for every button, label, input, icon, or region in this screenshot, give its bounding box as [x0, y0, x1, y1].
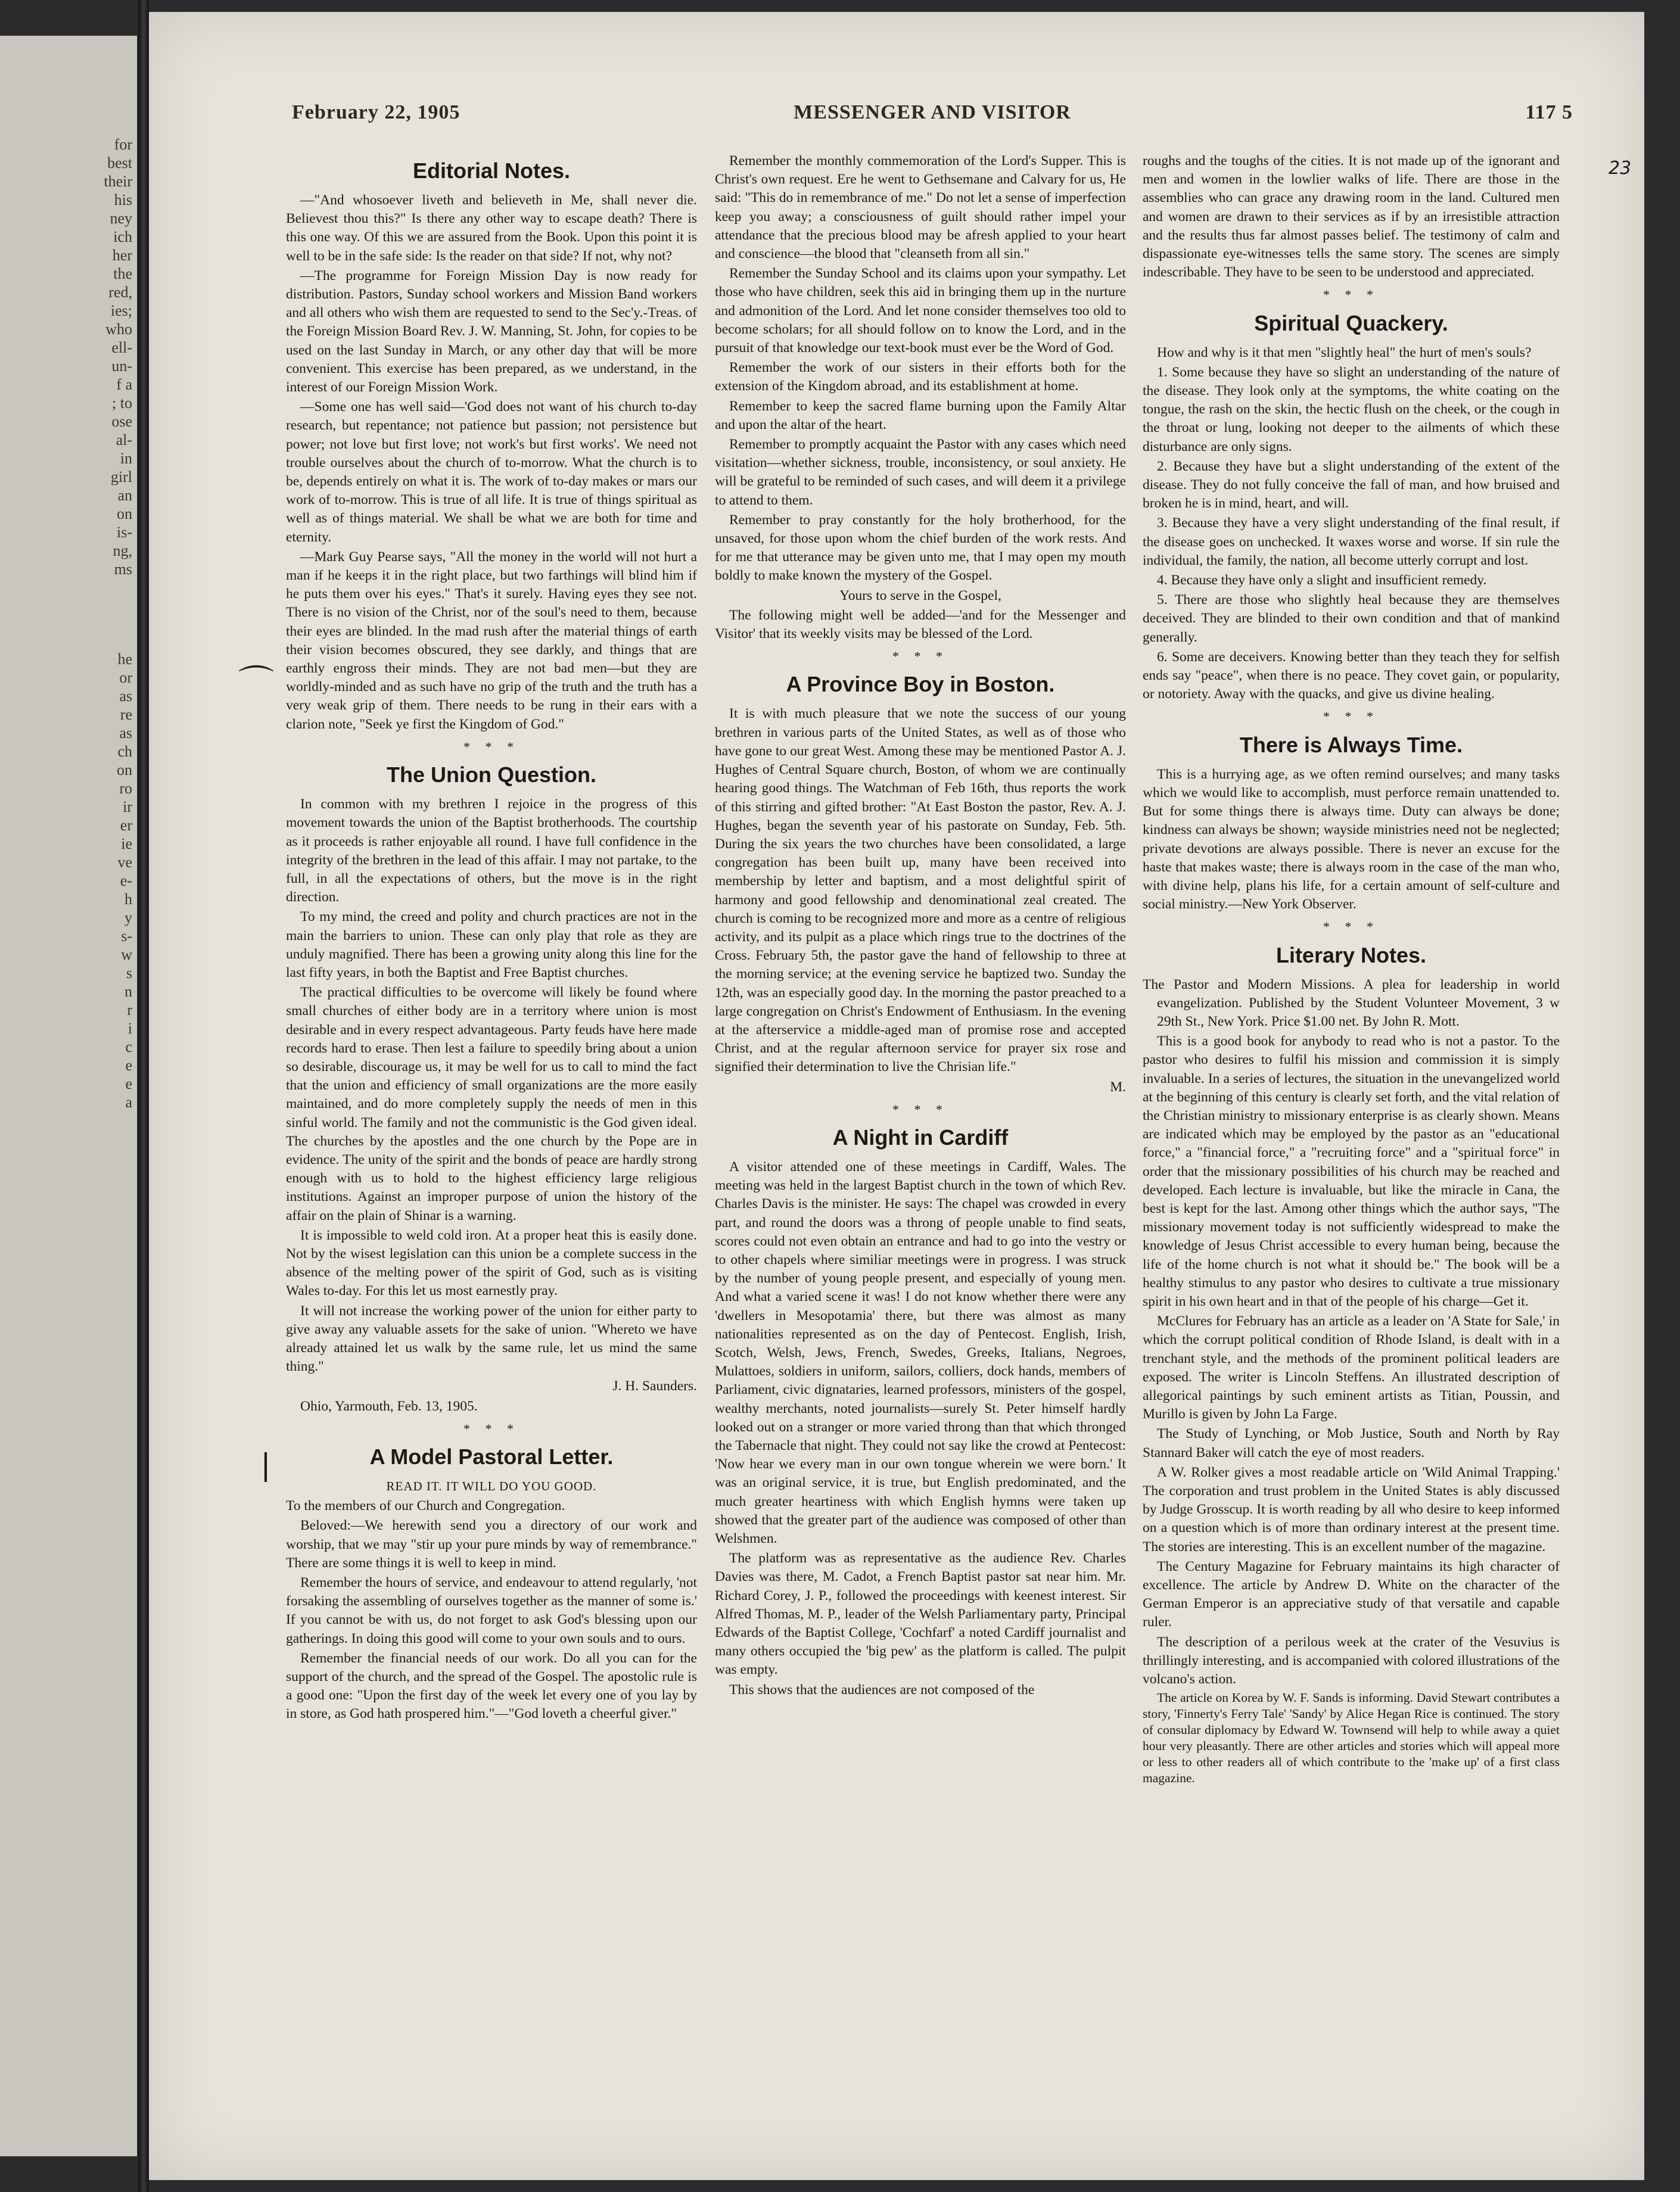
prev-page-fragment: w — [121, 946, 132, 963]
literary-paragraph: A W. Rolker gives a most readable article on 'Wild Animal Trapping.' The corporation and trust problem in the United States is ably discussed by Judge Grosscup. It is worth reading by all who desire to keep informed on a question which is of more than ordinary interest at the present time. The stories are interesting. This is an excellent number of the magazine. — [1143, 1464, 1560, 1555]
prev-page-fragment: ; to — [112, 394, 132, 412]
literary-paragraph: The Study of Lynching, or Mob Justice, South and North by Ray Stannard Baker will catch the eye of most readers. — [1143, 1426, 1560, 1461]
cardiff-paragraph: This shows that the audiences are not composed of the — [729, 1682, 1035, 1698]
pastoral-note: The following might well be added—'and for the Messenger and Visitor' that its weekly visits may be blessed of the Lord. — [715, 607, 1126, 642]
union-place-date: Ohio, Yarmouth, Feb. 13, 1905. — [300, 1398, 478, 1414]
prev-page-fragment: s — [126, 964, 132, 982]
prev-page-fragment: is- — [117, 524, 132, 541]
prev-page-fragment: r — [127, 1001, 132, 1019]
quackery-title: Spiritual Quackery. — [1254, 310, 1448, 335]
prev-page-fragment: her — [112, 247, 132, 264]
editorial-paragraph: —The programme for Foreign Mission Day is now ready for distribution. Pastors, Sunday school workers and Mission Band workers and all others who wish them are requested to send to the Sec'y.-Treas. of the Foreign Mission Board Rev. J. W. Manning, St. John, for copies to be used on the last Sunday in March, or any other day that will be more convenient. This exercise has been prepared, as we understand, in the interest of our Foreign Mission Work. — [286, 267, 697, 396]
prev-page-fragment: as — [119, 687, 132, 705]
margin-note: 23 — [1609, 158, 1632, 179]
union-paragraph: To my mind, the creed and polity and church practices are not in the main the barriers to union. These can only play that role as they are unduly magnified. There has been a growing unity along this line for the last fifty years, in both the Baptist and Free Baptist churches. — [286, 909, 697, 980]
literary-paragraph: The description of a perilous week at the crater of the Vesuvius is thrillingly interesting, and is accompanied with colored illustrations of the volcano's action. — [1143, 1634, 1560, 1687]
pastoral-paragraph: Remember the Sunday School and its claims upon your sympathy. Let those who have children, seek this aid in bringing them up in the nurture and admonition of the Lord. And let none consider themselves too old to become scholars; for all should follow on to know the Lord, and in the pursuit of that knowledge our text-book must ever be the Word of God. — [715, 266, 1126, 356]
boston-signature: M. — [1110, 1079, 1126, 1095]
cardiff-paragraph: The platform was as representative as the audience Rev. Charles Davies was there, M. Cadot, a French Baptist pastor sat near him. Mr. Richard Corey, J. P., followed the proceedings with keenest interest. Sir Alfred Thomas, M. P., leader of the Welsh Parliamentary party, Principal Edwards of the Baptist College, 'Cochfarf' a noted Cardiff journalist and many others occupied the 'big pew' as the platform is called. The pulpit was empty. — [715, 1550, 1126, 1678]
prev-page-fragment: ms — [114, 561, 132, 578]
always-time-paragraph: This is a hurrying age, as we often remind ourselves; and many tasks which we would like to accomplish, must perforce remain unattended to. But for some things there is always time. Duty can always be done; kindness can always be shown; wayside ministries need not be neglected; private devotions are always possible. There is never an excuse for the haste that makes waste; there is always room in the case of the man who, with divine help, plans his life, for a certain amount of self-culture and social ministry.—New York Observer. — [1143, 766, 1560, 913]
prev-page-fragment: ie — [121, 835, 132, 852]
prev-page-fragment: ose — [111, 413, 132, 430]
prev-page-fragment: girl — [110, 468, 132, 485]
union-paragraph: It will not increase the working power of the union for either party to give away any valuable assets for the sake of union. "Whereto we have already attained let us walk by the same rule, let us mind the same thing." — [286, 1303, 697, 1375]
prev-page-fragment: a — [125, 1094, 132, 1111]
prev-page-fragment: h — [125, 890, 132, 908]
section-divider-stars: * * * — [1323, 709, 1379, 724]
publication-title: MESSENGER AND VISITOR — [794, 101, 1071, 123]
previous-page-edge — [0, 36, 137, 2156]
prev-page-fragment: as — [119, 724, 132, 742]
always-time-title: There is Always Time. — [1239, 732, 1463, 757]
literary-paragraph: The Century Magazine for February maintains its high character of excellence. The article by Andrew D. White on the character of the German Emperor is an appreciative study of that versatile and capable ruler. — [1143, 1558, 1560, 1630]
prev-page-fragment: an — [117, 487, 132, 504]
literary-paragraph: McClures for February has an article as a leader on 'A State for Sale,' in which the corrupt political condition of Rhode Island, is dealt with in a trenchant style, and the methods of the prominent political leaders are exposed. The writer is Lincoln Steffens. An illustrated description of allegorical paintings by such eminent artists as Titian, Poussin, and Murillo is given by John La Farge. — [1143, 1313, 1560, 1422]
prev-page-fragment: the — [113, 265, 132, 282]
pastoral-paragraph: Remember the financial needs of our work. Do all you can for the support of the church, and the spread of the Gospel. The apostolic rule is a good one: "Upon the first day of the week let every one of you lay by in store, as God hath prospered him."—"God loveth a cheerful giver." — [286, 1650, 697, 1722]
section-divider-stars: * * * — [1323, 287, 1379, 303]
literary-notes-title: Literary Notes. — [1275, 942, 1427, 967]
issue-date: February 22, 1905 — [292, 101, 461, 123]
pencil-mark-icon: ❘ — [253, 1447, 278, 1482]
section-divider-stars: * * * — [1323, 919, 1379, 935]
quackery-item: 2. Because they have but a slight understanding of the extent of the disease. They do not fully conceive the fall of man, and how bruised and broken he is in mind, heart, and will. — [1143, 458, 1560, 512]
pastoral-paragraph: Beloved:—We herewith send you a directory of our work and worship, that we may "stir up your pure minds by way of remembrance." There are some things it is well to keep in mind. — [286, 1518, 697, 1571]
pastoral-letter-subtitle: READ IT. IT WILL DO YOU GOOD. — [386, 1479, 597, 1493]
book-spine — [138, 0, 149, 2192]
prev-page-fragment: ro — [119, 780, 132, 797]
prev-page-fragment: f a — [116, 376, 132, 393]
prev-page-fragment: e — [125, 1075, 132, 1092]
prev-page-fragment: red, — [108, 284, 132, 301]
boston-title: A Province Boy in Boston. — [786, 672, 1055, 697]
prev-page-fragment: er — [120, 817, 132, 834]
prev-page-fragment: on — [117, 761, 132, 779]
prev-page-fragment: s- — [121, 927, 132, 945]
section-divider-stars: * * * — [892, 1101, 948, 1117]
union-paragraph: It is impossible to weld cold iron. At a proper heat this is easily done. Not by the wisest legislation can this union be a complete success in the absence of the melting power of the spirit of God, such as is visiting Wales to-day. For this let us most earnestly pray. — [286, 1227, 697, 1299]
pastoral-paragraph: Remember to keep the sacred flame burning upon the Family Altar and upon the altar of the heart. — [715, 398, 1126, 432]
section-divider-stars: * * * — [463, 1421, 519, 1436]
column-1 — [286, 152, 697, 2061]
prev-page-fragment: their — [104, 173, 132, 190]
quackery-item: 6. Some are deceivers. Knowing better than they teach they for selfish ends say "peace", when there is no peace. They covet gain, or popularity, or notoriety. Away with the quacks, and give us divine healing. — [1143, 649, 1560, 702]
column-3 — [1143, 152, 1560, 2061]
literary-paragraph: The article on Korea by W. F. Sands is informing. David Stewart contributes a story, 'Finnerty's Ferry Tale' 'Sandy' by Alice Hegan Rice is continued. The story of consular diplomacy by Edward W. Townsend will help to while away a quiet hour very pleasantly. There are other articles and stories which will appeal more or less to other readers all of which contribute to the 'make up' of a first class magazine. — [1143, 1690, 1560, 1786]
prev-page-fragment: c — [125, 1038, 132, 1055]
cardiff-continued: roughs and the toughs of the cities. It is not made up of the ignorant and men and women in the lowlier walks of life. There are those in the assemblies who can grace any drawing room in the land. Cultured men and women are drawn to their services as if by an irresistible attraction and the results thus far almost passes belief. The testimony of calm and dispassionate eye-witnesses tells the same story. The scenes are simply indescribable. They have to be seen to be understood and appreciated. — [1143, 153, 1560, 281]
column-2 — [715, 152, 1126, 2061]
prev-page-fragment: ve — [117, 854, 132, 871]
union-paragraph: In common with my brethren I rejoice in the progress of this movement towards the union of the Baptist brotherhoods. The courtship as it proceeds is rather enjoyable all round. I have full confidence in the integrity of the brethren in the lead of this affair. I may not partake, to the full, in all the expectations of others, but the move is in the right direction. — [286, 796, 697, 905]
prev-page-fragment: e — [125, 1057, 132, 1074]
pastoral-paragraph: Remember the work of our sisters in their efforts both for the extension of the Kingdom abroad, and its establishment at home. — [715, 360, 1126, 394]
pastoral-closing: Yours to serve in the Gospel, — [839, 587, 1001, 603]
prev-page-fragment: he — [117, 650, 132, 668]
section-divider-stars: * * * — [892, 649, 948, 664]
prev-page-fragment: un- — [111, 357, 132, 375]
boston-paragraph: It is with much pleasure that we note the success of our young brethren in various parts of the United States, as well as of those who have gone to our great West. Among these may be mentioned Pastor A. J. Hughes of Central Square church, Boston, of whom we are continually hearing good things. The Watchman of Feb 16th, thus reports the work of this stirring and gifted brother: "At East Boston the pastor, Rev. A. J. Hughes, began the seventh year of his pastorate on Sunday, Feb. 5th. During the six years the two churches have been consolidated, a large congregation has been built up, many have been received into membership by letter and baptism, and a most delightful spirit of harmony and good fellowship and denominational zeal created. The church is coming to be recognized more and more as a centre of religious activity, and its pulpit as a place which rings true to the doctrines of the Cross. February 5th, the pastor gave the hand of fellowship to three at the morning service; at the evening service he baptized two. Sunday the 12th, was an especially good day. In the morning the pastor preached to a large congregation on Christ's Endowment of Enthusiasm. In the evening at the afterservice a middle-aged man of promise rose and accepted Christ, and at the regular afternoon service for prayer six rose and signified their determination to live the Chrisian life." — [715, 706, 1126, 1075]
book-listing: The Pastor and Modern Missions. A plea for leadership in world evangelization. Published by the Student Volunteer Movement, 3 w 29th St., New York. Price $1.00 net. By John R. Mott. — [1143, 976, 1560, 1029]
cardiff-paragraph: A visitor attended one of these meetings in Cardiff, Wales. The meeting was held in the largest Baptist church in the town of which Rev. Charles Davis is the minister. He says: The chapel was crowded in every part, and round the doors was a throng of people unable to find seats, scores could not even obtain an entrance and had to go into the vestry or to other chapels where similiar meetings were in progress. I was struck by the number of young people present, and especially of young men. And what a varied scene it was! I do not know whether there were any 'dwellers in Mesopotamia' there, but there was almost as many nationalities represented as on the day of Pentecost. English, Irish, Scotch, Welsh, Jews, French, Swedes, Greeks, Italians, Negroes, Mulattoes, soldiers in uniform, sailors, colliers, dock hands, members of Parliament, civic dignataries, learned professors, ministers of the gospel, wealthy merchants, noted journalists—surely St. Peter himself hardly looked out on a stranger or more varied throng than that which thronged the Tabernacle that night. They could not say like the crowd at Pentecost: 'Now hear we every man in our own tongue wherein we were born.' It was an original service, it is true, but English predominated, and the much greater heartiness with which English hymns were taken up showed that the greater part of the audience was composed of other than Welshmen. — [715, 1159, 1126, 1547]
prev-page-fragment: or — [119, 669, 132, 686]
editorial-paragraph: —Some one has well said—'God does not want of his church to-day research, but repentance; not patience but passion; not persistence but power; not love but first love; not work's but first works'. We need not trouble ourselves about the church of to-morrow. What the church is to be, depends entirely on what it is. The work of to-day makes or mars our work of to-morrow. This is true of all life. It is true of things spiritual as well as of things material. We shall be what we are both for time and eternity. — [286, 399, 697, 545]
quackery-intro: How and why is it that men "slightly heal" the hurt of men's souls? — [1157, 344, 1532, 360]
prev-page-fragment: al- — [116, 431, 132, 449]
pencil-mark-icon: ⌒ — [238, 663, 274, 705]
prev-page-fragment: on — [117, 505, 132, 522]
page-header — [292, 101, 1573, 131]
union-paragraph: The practical difficulties to be overcome will likely be found where small churches of either body are in a territory where union is most desirable and in every respect advantageous. Party feuds have here made records hard to erase. Then lest a failure to speedily bring about a union so desirable, discourage us, it may be well for us to call to mind the fact that the union and efficiency of small organizations are the more easily maintained, and do more completely supply the needs of men in this sinful world. The family and not the communistic is the God given ideal. The churches by the apostles and the one church by the Pope are in evidence. The unity of the spirit and the bonds of peace are hardly strong enough with us to hold to the highest efficiency large religious institutions. Against an improper purpose of union the history of the affair on the plain of Shinar is a warning. — [286, 985, 697, 1223]
quackery-item: 1. Some because they have so slight an understanding of the nature of the disease. They look only at the symptoms, the white coating on the tongue, the rash on the skin, the hectic flush on the cheek, or the cough in the throat or lung, looking not deeper to the ailments of which these disturbance are only signs. — [1143, 364, 1560, 454]
prev-page-fragment: ng, — [113, 542, 132, 559]
prev-page-fragment: re — [120, 706, 132, 723]
quackery-item: 3. Because they have a very slight understanding of the final result, if the disease goes on unchecked. It waxes worse and worse. If sin rule the individual, the family, the nation, all become utterly corrupt and lost. — [1143, 515, 1560, 568]
pastoral-paragraph: Remember the hours of service, and endeavour to attend regularly, 'not forsaking the assembling of ourselves together as the manner of some is.' If you cannot be with us, do not forget to ask God's blessing upon our gatherings. In doing this good will come to your own souls and to ours. — [286, 1575, 697, 1646]
prev-page-fragment: n — [125, 983, 132, 1000]
prev-page-fragment: who — [105, 320, 132, 338]
prev-page-fragment: e- — [120, 872, 132, 889]
page-number: 117 5 — [1525, 101, 1573, 123]
pastoral-salutation: To the members of our Church and Congregation. — [286, 1498, 565, 1514]
pastoral-letter-title: A Model Pastoral Letter. — [369, 1444, 614, 1469]
pastoral-paragraph: Remember to pray constantly for the holy brotherhood, for the unsaved, for those upon whom the chief burden of the work rests. And for me that utterance may be given unto me, that I may open my mouth boldly to make known the mystery of the Gospel. — [715, 512, 1126, 584]
section-divider-stars: * * * — [463, 739, 519, 754]
union-question-title: The Union Question. — [387, 762, 596, 787]
prev-page-fragment: his — [114, 191, 132, 208]
prev-page-fragment: ch — [117, 743, 132, 760]
union-signature: J. H. Saunders. — [612, 1378, 697, 1394]
quackery-item: 5. There are those who slightly heal because they are themselves deceived. They are blinded to their own condition and that of mankind generally. — [1143, 592, 1560, 645]
cardiff-title: A Night in Cardiff — [832, 1125, 1009, 1150]
prev-page-fragment: in — [120, 450, 132, 467]
prev-page-fragment: y — [125, 909, 132, 926]
prev-page-fragment: ir — [123, 798, 132, 815]
literary-paragraph: This is a good book for anybody to read who is not a pastor. To the pastor who desires to fulfil his mission and commission it is simply invaluable. In a series of lectures, the situation in the unevangelized world at the beginning of this century is clearly set forth, and the vital relation of the Christian ministry to missionary enterprise is as clearly shown. Means are indicated which may be employed by the pastor as an "educational force," a "financial force," a "recruiting force" and a "spiritual force" in order that the missionary possibilities of his church may be reached and developed. Each lecture is invaluable, but like the miracle in Cana, the best is kept for the last. Among other things which the author says, "The missionary movement today is not sufficiently widespread to make the knowledge of Jesus Christ accessible to every human being, because the life of the home church is not what it should be." The book will be a healthy stimulus to any pastor who desires to cultivate a true missionary spirit in his own heart and in that of the people of his charge—Get it. — [1143, 1033, 1560, 1309]
prev-page-fragment: ich — [113, 228, 132, 245]
prev-page-fragment: ell- — [111, 339, 132, 356]
editorial-notes-title: Editorial Notes. — [412, 158, 571, 183]
editorial-paragraph: —Mark Guy Pearse says, "All the money in the world will not hurt a man if he keeps it in the right place, but two farthings will blind him if he puts them over his eyes." That's it surely. Having eyes they see not. There is no vision of the Christ, nor of the soul's need to them, because their eyes are blinded. In the mad rush after the material things of earth their vision becomes obscured, they see darkly, and things that are earthly engross their minds. They are not bad men—but they are worldly-minded and as such have no grip of the truth and the truth has a very weak grip of them. There needs to be rung in their ears with a clarion note, "Seek ye first the Kingdom of God." — [286, 549, 697, 732]
quackery-item: 4. Because they have only a slight and insufficient remedy. — [1157, 572, 1487, 589]
newspaper-page — [149, 12, 1644, 2180]
prev-page-fragment: ney — [110, 210, 132, 227]
pastoral-paragraph: Remember to promptly acquaint the Pastor with any cases which need visitation—whether sickness, trouble, inconsistency, or soul anxiety. He will be grateful to be reminded of such cases, and will deem it a privilege to attend to them. — [715, 437, 1126, 508]
prev-page-fragment: i — [127, 1020, 132, 1037]
prev-page-fragment: best — [107, 154, 132, 172]
prev-page-fragment: for — [114, 136, 132, 153]
pastoral-paragraph: Remember the monthly commemoration of the Lord's Supper. This is Christ's own request. Ere he went to Gethsemane and Calvary for us, He said: "This do in remembrance of me." Do not let a sense of imperfection keep you away; a consciousness of guilt should rather impel your attendance that the precious blood may be afresh applied to your heart and conscience—the blood that "cleanseth from all sin." — [715, 153, 1126, 262]
prev-page-fragment: ies; — [110, 302, 132, 319]
editorial-paragraph: —"And whosoever liveth and believeth in Me, shall never die. Believest thou this?" Is there any other way to escape death? There is this one way. Of this we are assured from the Book. Upon this point it is well to be in the safe side: Is the reader on that side? If not, why not? — [286, 192, 697, 264]
